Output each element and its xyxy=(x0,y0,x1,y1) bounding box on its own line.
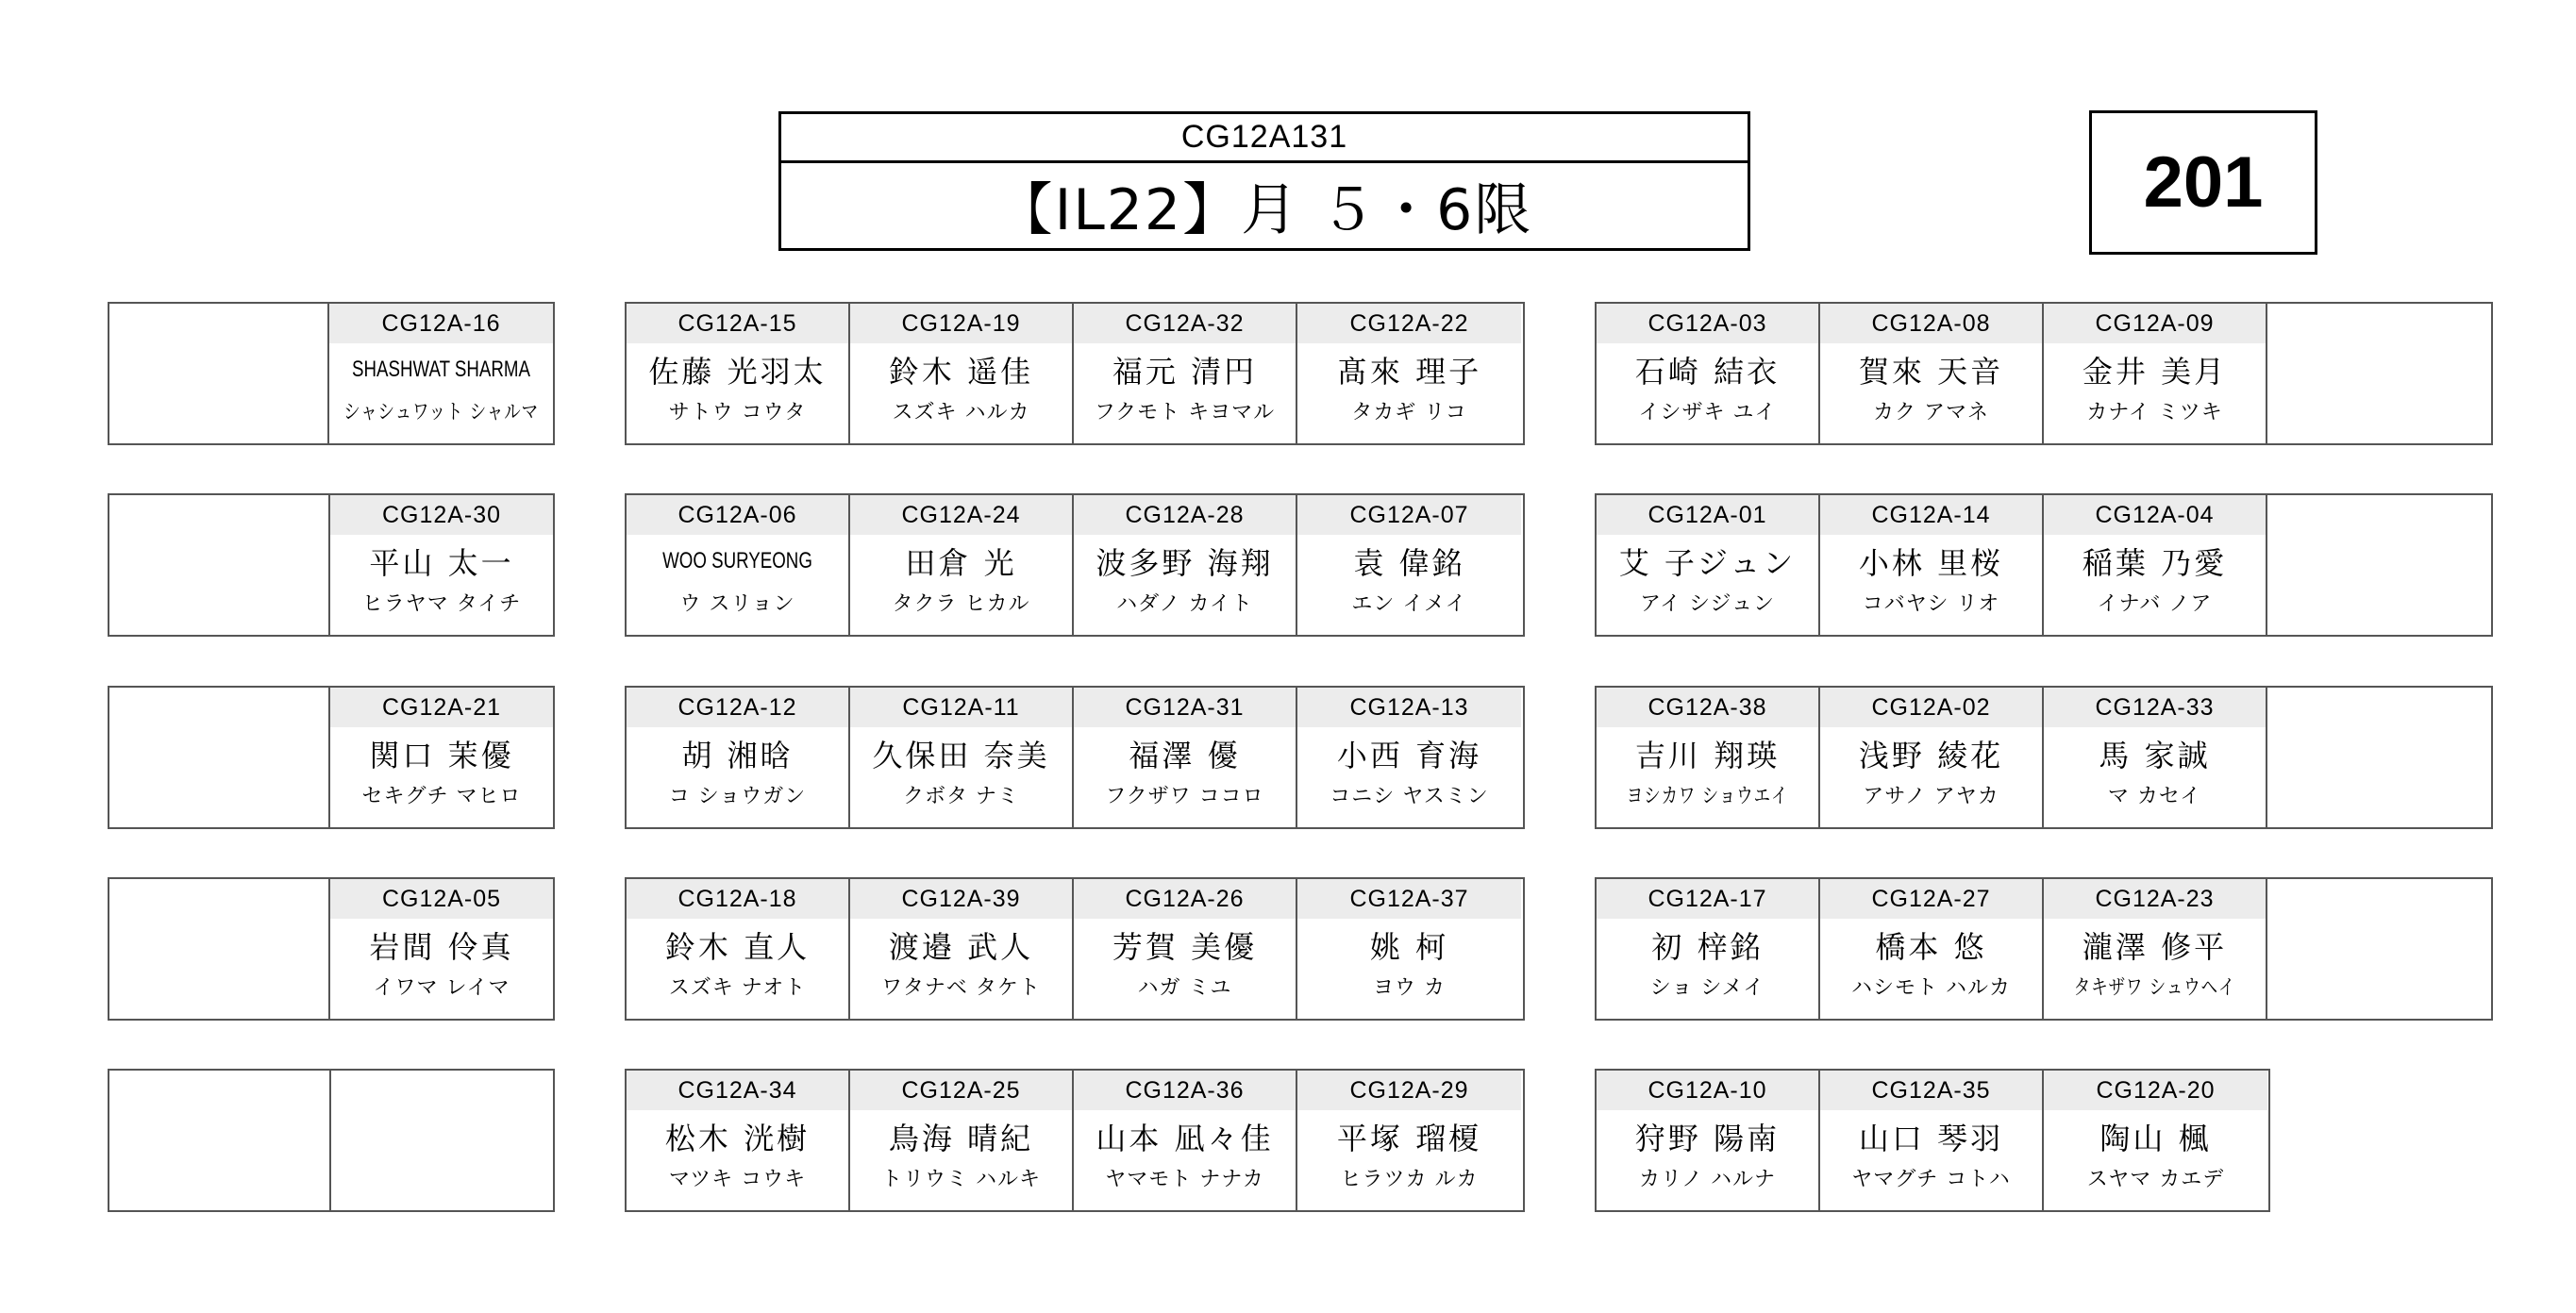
student-kana: ハシモト ハルカ xyxy=(1851,976,2011,1000)
student-kana: マツキ コウキ xyxy=(668,1168,807,1191)
seat-row xyxy=(0,302,2576,445)
seat-row xyxy=(0,877,2576,1021)
seat-cell xyxy=(1074,879,1297,1019)
seat-cell xyxy=(627,304,850,443)
student-id: CG12A-17 xyxy=(1597,879,1818,919)
student-kana: タクラ ヒカル xyxy=(892,592,1030,616)
seat-row xyxy=(0,686,2576,829)
student-name: 平山 太一 xyxy=(369,545,514,581)
student-kana: エン イメイ xyxy=(1351,592,1467,616)
seat-cell xyxy=(1074,495,1297,635)
student-id: CG12A-20 xyxy=(2044,1071,2267,1110)
student-name: 艾 子ジュン xyxy=(1618,545,1797,581)
student-id: CG12A-31 xyxy=(1074,688,1296,727)
student-kana: トリウミ ハルキ xyxy=(881,1168,1041,1191)
seat-row xyxy=(0,1069,2576,1212)
empty-seat xyxy=(109,304,329,443)
student-name: 瀧澤 修平 xyxy=(2082,929,2228,965)
seat-cell xyxy=(1297,1071,1521,1210)
student-kana: タキザワ シュウヘイ xyxy=(2073,976,2236,1000)
student-name: 袁 偉銘 xyxy=(1353,545,1465,581)
seat-block-right xyxy=(1595,877,2493,1021)
student-name: SHASHWAT SHARMA xyxy=(352,357,530,382)
student-name: 山本 凪々佳 xyxy=(1096,1121,1274,1156)
student-kana: ワタナベ タケト xyxy=(881,976,1041,1000)
seat-block-middle xyxy=(625,302,1525,445)
student-name: WOO SURYEONG xyxy=(662,548,812,573)
empty-seat xyxy=(2267,304,2489,443)
student-kana: ヤマモト ナナカ xyxy=(1105,1168,1264,1191)
student-name: 小西 育海 xyxy=(1336,738,1482,773)
student-id: CG12A-05 xyxy=(330,879,553,919)
student-kana: コニシ ヤスミン xyxy=(1330,785,1489,808)
student-id: CG12A-28 xyxy=(1074,495,1296,535)
student-id: CG12A-15 xyxy=(627,304,848,343)
seat-cell xyxy=(2044,1071,2267,1210)
seat-cell xyxy=(1297,688,1521,827)
student-id: CG12A-13 xyxy=(1297,688,1521,727)
student-id: CG12A-25 xyxy=(850,1071,1072,1110)
student-kana: マ カセイ xyxy=(2107,785,2202,808)
student-name: 金井 美月 xyxy=(2082,354,2228,390)
seat-cell xyxy=(2044,304,2267,443)
student-id: CG12A-18 xyxy=(627,879,848,919)
seat-cell xyxy=(330,495,553,635)
student-id: CG12A-12 xyxy=(627,688,848,727)
seat-block-left xyxy=(108,302,555,445)
empty-seat xyxy=(331,1071,553,1210)
student-id: CG12A-22 xyxy=(1297,304,1521,343)
student-id: CG12A-02 xyxy=(1820,688,2042,727)
student-kana: ショ シメイ xyxy=(1649,976,1765,1000)
student-name: 橋本 悠 xyxy=(1875,929,1987,965)
student-kana: スズキ ハルカ xyxy=(892,401,1030,424)
student-id: CG12A-03 xyxy=(1597,304,1818,343)
student-name: 佐藤 光羽太 xyxy=(648,354,827,390)
student-id: CG12A-16 xyxy=(329,304,553,343)
student-name: 田倉 光 xyxy=(905,545,1017,581)
student-kana: セキグチ マヒロ xyxy=(361,785,522,808)
student-id: CG12A-34 xyxy=(627,1071,848,1110)
seat-block-right xyxy=(1595,302,2493,445)
student-name: 賀來 天音 xyxy=(1858,354,2004,390)
student-name: 鈴木 直人 xyxy=(664,929,811,965)
student-kana: カナイ ミツキ xyxy=(2086,401,2223,424)
student-kana: アイ シジュン xyxy=(1639,592,1776,616)
empty-seat xyxy=(109,495,330,635)
seat-cell xyxy=(329,304,553,443)
student-kana: ハガ ミユ xyxy=(1137,976,1232,1000)
student-id: CG12A-39 xyxy=(850,879,1072,919)
student-id: CG12A-06 xyxy=(627,495,848,535)
student-kana: イシザキ ユイ xyxy=(1638,401,1777,424)
student-id: CG12A-35 xyxy=(1820,1071,2042,1110)
student-id: CG12A-04 xyxy=(2044,495,2266,535)
student-id: CG12A-08 xyxy=(1820,304,2042,343)
student-name: 石崎 結衣 xyxy=(1634,354,1781,390)
student-kana: スズキ ナオト xyxy=(668,976,807,1000)
student-name: 馬 家誠 xyxy=(2099,738,2211,773)
seat-cell xyxy=(850,495,1074,635)
student-kana: タカギ リコ xyxy=(1351,401,1467,424)
seat-cell xyxy=(627,495,850,635)
room-number: 201 xyxy=(2089,110,2317,255)
student-name: 山口 琴羽 xyxy=(1858,1121,2004,1156)
seat-block-left xyxy=(108,1069,555,1212)
student-kana: ヨシカワ ショウエイ xyxy=(1626,785,1789,808)
student-name: 鳥海 晴紀 xyxy=(888,1121,1034,1156)
seat-cell xyxy=(330,688,553,827)
seat-cell xyxy=(2044,879,2267,1019)
student-name: 吉川 翔瑛 xyxy=(1634,738,1781,773)
student-name: 波多野 海翔 xyxy=(1096,545,1274,581)
student-kana: クボタ ナミ xyxy=(903,785,1019,808)
seat-cell xyxy=(1597,879,1820,1019)
empty-seat xyxy=(2267,495,2489,635)
student-name: 福澤 優 xyxy=(1129,738,1241,773)
student-name: 久保田 奈美 xyxy=(872,738,1050,773)
seat-block-right xyxy=(1595,493,2493,637)
seat-cell xyxy=(330,879,553,1019)
seat-cell xyxy=(850,688,1074,827)
seat-block-right xyxy=(1595,686,2493,829)
student-name: 岩間 伶真 xyxy=(369,929,514,965)
student-kana: ヤマグチ コトハ xyxy=(1851,1168,2011,1191)
student-name: 松木 洸樹 xyxy=(664,1121,811,1156)
seat-block-middle xyxy=(625,686,1525,829)
seat-cell xyxy=(627,879,850,1019)
student-name: 小林 里桜 xyxy=(1858,545,2004,581)
seat-cell xyxy=(1597,1071,1820,1210)
student-id: CG12A-30 xyxy=(330,495,553,535)
student-kana: アサノ アヤカ xyxy=(1863,785,1999,808)
empty-seat xyxy=(2267,879,2489,1019)
seat-cell xyxy=(1820,304,2044,443)
student-name: 芳賀 美優 xyxy=(1112,929,1258,965)
seat-block-left xyxy=(108,493,555,637)
seat-block-middle xyxy=(625,1069,1525,1212)
student-id: CG12A-23 xyxy=(2044,879,2266,919)
student-name: 渡邉 武人 xyxy=(888,929,1034,965)
student-kana: イワマ レイマ xyxy=(373,976,510,1000)
student-kana: ハダノ カイト xyxy=(1116,592,1253,616)
student-id: CG12A-36 xyxy=(1074,1071,1296,1110)
seat-block-right xyxy=(1595,1069,2270,1212)
student-name: 福元 清円 xyxy=(1112,354,1258,390)
student-kana: ヒラヤマ タイチ xyxy=(361,592,522,616)
student-name: 浅野 綾花 xyxy=(1858,738,2004,773)
course-code: CG12A131 xyxy=(781,114,1748,163)
student-id: CG12A-07 xyxy=(1297,495,1521,535)
student-name: 姚 柯 xyxy=(1369,929,1449,965)
student-name: 陶山 楓 xyxy=(2099,1121,2212,1156)
student-kana: フクザワ ココロ xyxy=(1105,785,1264,808)
student-kana: コ ショウガン xyxy=(668,785,807,808)
seat-block-middle xyxy=(625,877,1525,1021)
student-id: CG12A-14 xyxy=(1820,495,2042,535)
seat-cell xyxy=(1597,304,1820,443)
student-id: CG12A-32 xyxy=(1074,304,1296,343)
seat-cell xyxy=(1820,879,2044,1019)
student-kana: ウ スリョン xyxy=(679,592,795,616)
student-name: 胡 湘晗 xyxy=(681,738,794,773)
student-id: CG12A-27 xyxy=(1820,879,2042,919)
seat-cell xyxy=(1074,1071,1297,1210)
seat-block-left xyxy=(108,877,555,1021)
student-name: 関口 茉優 xyxy=(369,738,514,773)
seat-cell xyxy=(1074,688,1297,827)
student-id: CG12A-37 xyxy=(1297,879,1521,919)
seat-cell xyxy=(1297,495,1521,635)
student-name: 稲葉 乃愛 xyxy=(2082,545,2228,581)
student-kana: イナバ ノア xyxy=(2097,592,2213,616)
seat-row xyxy=(0,493,2576,637)
student-kana: カリノ ハルナ xyxy=(1638,1168,1777,1191)
student-kana: サトウ コウタ xyxy=(668,401,807,424)
student-name: 平塚 瑠榎 xyxy=(1336,1121,1482,1156)
student-id: CG12A-11 xyxy=(850,688,1072,727)
student-id: CG12A-09 xyxy=(2044,304,2266,343)
seat-cell xyxy=(1297,879,1521,1019)
student-kana: フクモト キヨマル xyxy=(1094,401,1276,424)
seat-cell xyxy=(1597,688,1820,827)
seat-block-middle xyxy=(625,493,1525,637)
student-id: CG12A-26 xyxy=(1074,879,1296,919)
empty-seat xyxy=(109,1071,331,1210)
student-name: 初 梓銘 xyxy=(1651,929,1764,965)
student-id: CG12A-21 xyxy=(330,688,553,727)
seat-cell xyxy=(627,1071,850,1210)
seat-cell xyxy=(1820,495,2044,635)
student-kana: シャシュワット シャルマ xyxy=(343,401,539,424)
student-kana: カク アマネ xyxy=(1873,401,1989,424)
student-kana: ヒラツカ ルカ xyxy=(1340,1168,1479,1191)
student-id: CG12A-10 xyxy=(1597,1071,1818,1110)
student-kana: コバヤシ リオ xyxy=(1862,592,2000,616)
seat-cell xyxy=(2044,688,2267,827)
student-id: CG12A-38 xyxy=(1597,688,1818,727)
empty-seat xyxy=(109,879,330,1019)
student-id: CG12A-19 xyxy=(850,304,1072,343)
student-kana: スヤマ カエデ xyxy=(2086,1168,2225,1191)
student-id: CG12A-29 xyxy=(1297,1071,1521,1110)
seat-cell xyxy=(1820,1071,2044,1210)
student-id: CG12A-01 xyxy=(1597,495,1818,535)
seat-block-left xyxy=(108,686,555,829)
seat-cell xyxy=(1297,304,1521,443)
seat-cell xyxy=(850,879,1074,1019)
seat-cell xyxy=(850,304,1074,443)
student-name: 髙來 理子 xyxy=(1336,354,1482,390)
seat-cell xyxy=(2044,495,2267,635)
seat-cell xyxy=(1074,304,1297,443)
empty-seat xyxy=(109,688,330,827)
seat-cell xyxy=(627,688,850,827)
class-header xyxy=(778,111,1750,251)
class-title: 【IL22】月 ５・6限 xyxy=(995,177,1533,243)
seat-cell xyxy=(1820,688,2044,827)
student-name: 鈴木 遥佳 xyxy=(888,354,1034,390)
seat-cell xyxy=(850,1071,1074,1210)
student-name: 狩野 陽南 xyxy=(1634,1121,1781,1156)
empty-seat xyxy=(2267,688,2489,827)
student-id: CG12A-33 xyxy=(2044,688,2266,727)
seat-cell xyxy=(1597,495,1820,635)
student-id: CG12A-24 xyxy=(850,495,1072,535)
student-kana: ヨウ カ xyxy=(1373,976,1446,1000)
